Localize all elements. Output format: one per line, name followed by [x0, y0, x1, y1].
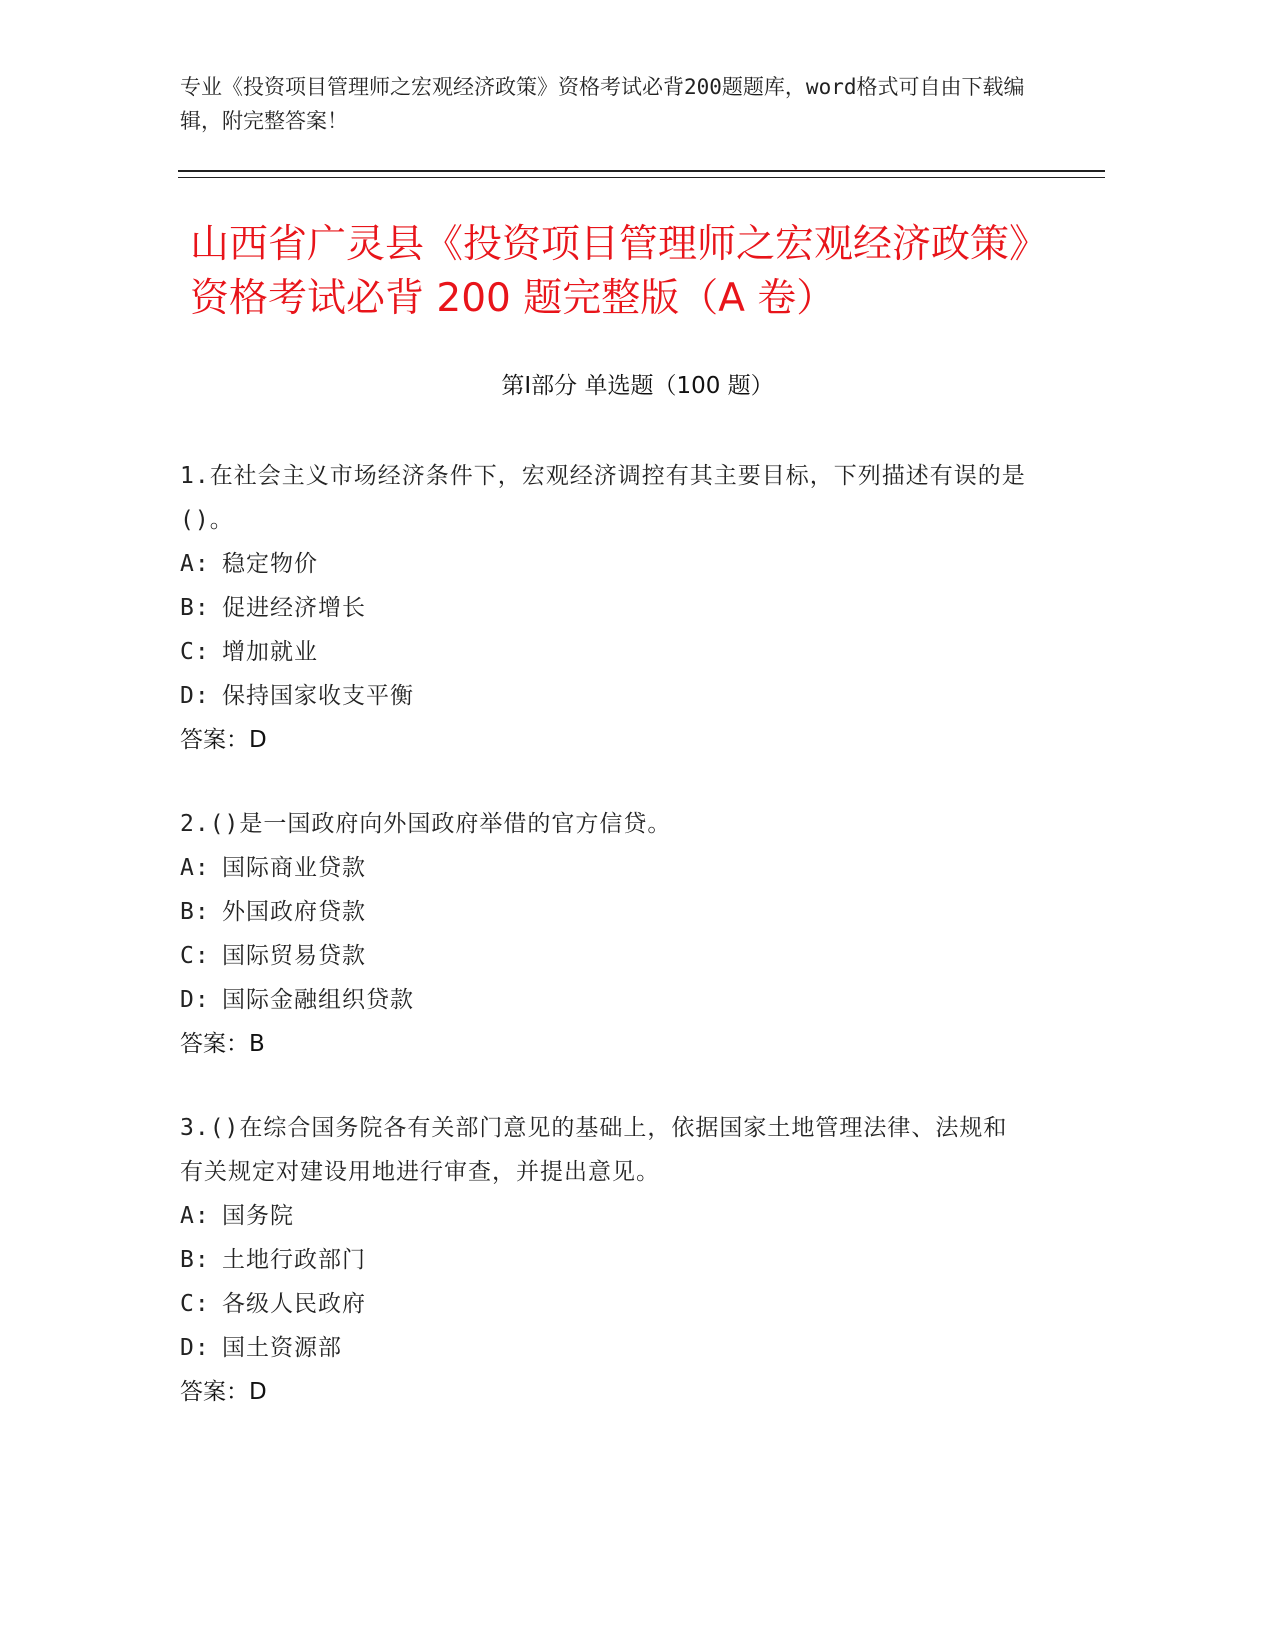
option-key: A: — [180, 1203, 210, 1229]
answer: 答案：D — [180, 727, 267, 753]
document-title: 山西省广灵县《投资项目管理师之宏观经济政策》资格考试必背 200 题完整版（A 卷） — [190, 222, 1049, 321]
option-b — [180, 1238, 1030, 1282]
option-a — [180, 846, 1030, 890]
option-text: 国际金融组织贷款 — [222, 987, 414, 1013]
option-key: C: — [180, 639, 210, 665]
option-text: 促进经济增长 — [222, 595, 366, 621]
option-c — [180, 1282, 1030, 1326]
question-stem: 2.()是一国政府向外国政府举借的官方信贷。 — [180, 811, 672, 837]
option-d — [180, 978, 1030, 1022]
section-title: 第Ⅰ部分 单选题（100 题） — [501, 373, 774, 399]
question-stem: 3.()在综合国务院各有关部门意见的基础上，依据国家土地管理法律、法规和有关规定对建设用地进行审查，并提出意见。 — [180, 1115, 1008, 1185]
option-text: 国务院 — [222, 1203, 294, 1229]
header-divider-thick — [178, 170, 1105, 172]
option-a — [180, 1194, 1030, 1238]
option-text: 稳定物价 — [222, 551, 318, 577]
option-c — [180, 630, 1030, 674]
option-key: A: — [180, 855, 210, 881]
option-b — [180, 586, 1030, 630]
option-d — [180, 674, 1030, 718]
answer: 答案：D — [180, 1379, 267, 1405]
option-d — [180, 1326, 1030, 1370]
question-2 — [180, 802, 1030, 1066]
option-text: 保持国家收支平衡 — [222, 683, 414, 709]
option-text: 土地行政部门 — [222, 1247, 366, 1273]
option-key: D: — [180, 1335, 210, 1361]
option-text: 国土资源部 — [222, 1335, 342, 1361]
option-text: 国际贸易贷款 — [222, 943, 366, 969]
question-stem: 1.在社会主义市场经济条件下，宏观经济调控有其主要目标，下列描述有误的是()。 — [180, 463, 1026, 533]
option-key: D: — [180, 987, 210, 1013]
option-a — [180, 542, 1030, 586]
option-key: C: — [180, 1291, 210, 1317]
option-key: D: — [180, 683, 210, 709]
question-1 — [180, 454, 1030, 762]
question-3 — [180, 1106, 1030, 1414]
header-divider-thin — [178, 177, 1105, 178]
option-text: 国际商业贷款 — [222, 855, 366, 881]
option-key: B: — [180, 1247, 210, 1273]
answer: 答案：B — [180, 1031, 265, 1057]
option-key: C: — [180, 943, 210, 969]
option-text: 增加就业 — [222, 639, 318, 665]
option-key: A: — [180, 551, 210, 577]
option-text: 外国政府贷款 — [222, 899, 366, 925]
option-b — [180, 890, 1030, 934]
option-key: B: — [180, 899, 210, 925]
option-c — [180, 934, 1030, 978]
option-text: 各级人民政府 — [222, 1291, 366, 1317]
header-note: 专业《投资项目管理师之宏观经济政策》资格考试必背200题题库，word格式可自由下载编辑，附完整答案！ — [180, 75, 1025, 133]
option-key: B: — [180, 595, 210, 621]
